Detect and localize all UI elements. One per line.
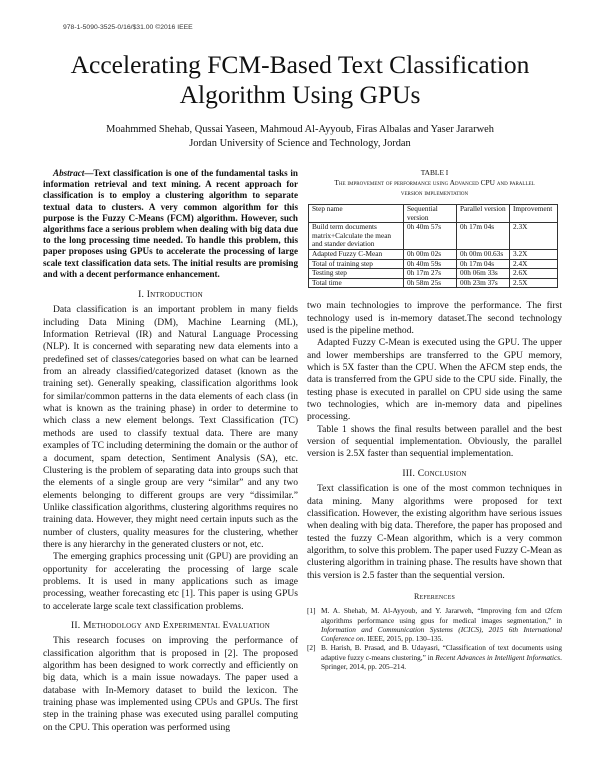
- table-cell: 3.2X: [510, 249, 558, 259]
- table-row: [309, 278, 558, 288]
- paragraph: Text classification is one of the most common techniques in data mining. Many algorithms were proposed for text classification. However, the existing algorithm have serious issues when dealing with big data. Therefore, the paper has proposed and tested the fuzzy C-Mean algorithm, which is a very common algorithm, to solve this problem. The paper used Fuzzy C-Mean as clustering algorithm in training phase. The results have shown that this version is 2.5 faster than the sequential version.: [307, 483, 562, 581]
- table-row: [309, 223, 558, 250]
- paragraph: The emerging graphics processing unit (GPU) are providing an opportunity for accelerating the processing of large scale problems. It is used in many applications such as image processing, weather forecasting etc [1]. This paper is using GPUs to accelerate large scale text classification problems.: [43, 551, 298, 612]
- table-label: TABLE I: [420, 168, 449, 177]
- table-cell: 2.4X: [510, 259, 558, 269]
- paragraph: Table 1 shows the final results between parallel and the best version of sequential implementation. Obviously, the parallel version is 2.5X faster than sequential implementation.: [307, 423, 562, 460]
- paragraph: Data classification is an important problem in many fields including Data Mining (DM), Machine Learning (ML), Information Retrieval (IR) and Natural Language Processing (NLP). It is concerned with separating new data elements into a predefined set of classes/categories based on what can be learned from an already classified/categorized dataset (known as the training set). Generally speaking, classification algorithms look for similar/common patterns in the data elements of each class (in what is known as the training phase) in order to determine to which class a new element belongs. Text Classification (TC) methods are used to classify textual data. There are many examples of TC including determining the domain or the author of a document, spam detection, Sentiment Analysis (SA), etc. Clustering is the problem of separating data into groups such that the elements of a single group are very “similar” and any two elements belonging to different groups are very “dissimilar.” Unlike classification algorithms, clustering algorithms requires no training data. However, they might need certain inputs such as the number of clusters, quality measures for the clustering, whether there is any hierarchy in the generated clusters or not, etc.: [43, 304, 298, 550]
- paragraph: Adapted Fuzzy C-Mean is executed using the GPU. The upper and lower memberships are transferred to the GPU memory, which is 5X faster than the CPU. When the AFCM step ends, the data is transferred from the GPU side to the CPU side. Finally, the testing phase is executed in parallel on CPU side using the same two technologies, which are in-memory data and pipelines processing.: [307, 337, 562, 423]
- reference-number: [2]: [307, 643, 316, 653]
- table-cell: Build term documents matrix+Calculate the mean and stander deviation: [309, 223, 404, 250]
- reference-authors-title: M. A. Shehab, M. Al-Ayyoub, and Y. Jararweh, “Improving fcm and t2fcm algorithms performance using gpus for medical images segmentation,” in: [321, 606, 562, 625]
- table-cell: 0h 17m 04s: [457, 259, 510, 269]
- left-column: [43, 168, 298, 734]
- table-row: [309, 269, 558, 279]
- reference-item: [307, 606, 562, 643]
- table-cell: 0h 00m 00.63s: [457, 249, 510, 259]
- reference-authors-title: B. Harish, B. Prasad, and B. Udayasri, “Classification of text documents using adaptive fuzzy c-means clustering,” in: [321, 643, 562, 662]
- reference-publisher: . IEEE, 2015, pp. 130–135.: [363, 634, 444, 644]
- table-header-cell: Step name: [309, 205, 404, 223]
- results-table: [308, 204, 558, 288]
- author-block: [0, 123, 600, 151]
- table-row: [309, 249, 558, 259]
- reference-number: [1]: [307, 606, 316, 616]
- table-cell: 2.5X: [510, 278, 558, 288]
- paper-title: [0, 50, 600, 110]
- reference-venue: Recent Advances in Intelligent Informatics: [435, 652, 561, 662]
- section-heading-conclusion: III. Conclusion: [402, 467, 467, 479]
- table-cell: Total of training step: [309, 259, 404, 269]
- table-header-cell: Improvement: [510, 205, 558, 223]
- table-cell: 00h 23m 37s: [457, 278, 510, 288]
- table-header-row: [309, 205, 558, 223]
- section-heading-introduction: I. Introduction: [138, 289, 203, 301]
- section-heading-methodology: II. Methodology and Experimental Evaluation: [71, 619, 270, 631]
- table-header-cell: Sequential version: [404, 205, 457, 223]
- copyright-notice: 978-1-5090-3525-0/16/$31.00 ©2016 IEEE: [63, 24, 193, 31]
- author-names: Moahmmed Shehab, Qussai Yaseen, Mahmoud Al-Ayyoub, Firas Albalas and Yaser Jararweh: [106, 124, 494, 135]
- table-cell: 0h 40m 59s: [404, 259, 457, 269]
- table-cell: 0h 17m 27s: [404, 269, 457, 279]
- reference-item: [307, 643, 562, 671]
- table-cell: 2.6X: [510, 269, 558, 279]
- affiliation: Jordan University of Science and Technology, Jordan: [189, 138, 411, 149]
- section-heading-references: References: [413, 591, 455, 601]
- reference-text: [321, 606, 562, 643]
- table-cell: Adapted Fuzzy C-Mean: [309, 249, 404, 259]
- abstract-text: —Text classification is one of the fundamental tasks in information retrieval and text mining. A recent approach for classification is to employ a clustering algorithm to separate textual data to clusters. A very common algorithm for this purpose is the Fuzzy C-Means (FCM) algorithm. However, such algorithms face a serious problem when dealing with big data due to the long processing time needed. To handle this problem, this paper proposes using GPUs to accelerate the processing of large scale text classification data sets. The initial results are promising and with a decent performance enhancement.: [43, 168, 298, 279]
- table-cell: Total time: [309, 278, 404, 288]
- table-header-cell: Parallel version: [457, 205, 510, 223]
- table-cell: 0h 00m 02s: [404, 249, 457, 259]
- reference-publisher: . Springer, 2014, pp. 205–214.: [321, 652, 562, 672]
- abstract: [43, 168, 298, 280]
- abstract-label: Abstract: [53, 168, 85, 178]
- table-cell: 0h 58m 25s: [404, 278, 457, 288]
- reference-venue: Information and Communication Systems (ICICS), 2015 6th International Conference on: [321, 624, 562, 644]
- table-cell: 0h 17m 04s: [457, 223, 510, 250]
- table-caption: The improvement of performance using Advanced CPU and parallel version implementation: [334, 178, 535, 197]
- title-line-1: Accelerating FCM-Based Text Classification: [70, 50, 530, 79]
- paragraph: two main technologies to improve the performance. The first technology used is in-memory dataset.The second technology used is the pipeline method.: [307, 300, 562, 337]
- table-cell: 00h 06m 33s: [457, 269, 510, 279]
- reference-list: [307, 606, 562, 671]
- reference-text: [321, 643, 562, 671]
- table-cell: Testing step: [309, 269, 404, 279]
- table-cell: 2.3X: [510, 223, 558, 250]
- title-line-2: Algorithm Using GPUs: [179, 80, 421, 109]
- right-column: [307, 168, 562, 671]
- paragraph: This research focuses on improving the performance of classification algorithm that is proposed in [2]. The proposed algorithm has been designed to work correctly and efficiently on big data, which is a main issue nowadays. The paper used a database with In-Memory dataset to build the lexicon. The training phase was implemented using CPUs and GPUs. The first step in the training phase was executed using parallel computing on the CPU. This operation was performed using: [43, 635, 298, 733]
- table-cell: 0h 40m 57s: [404, 223, 457, 250]
